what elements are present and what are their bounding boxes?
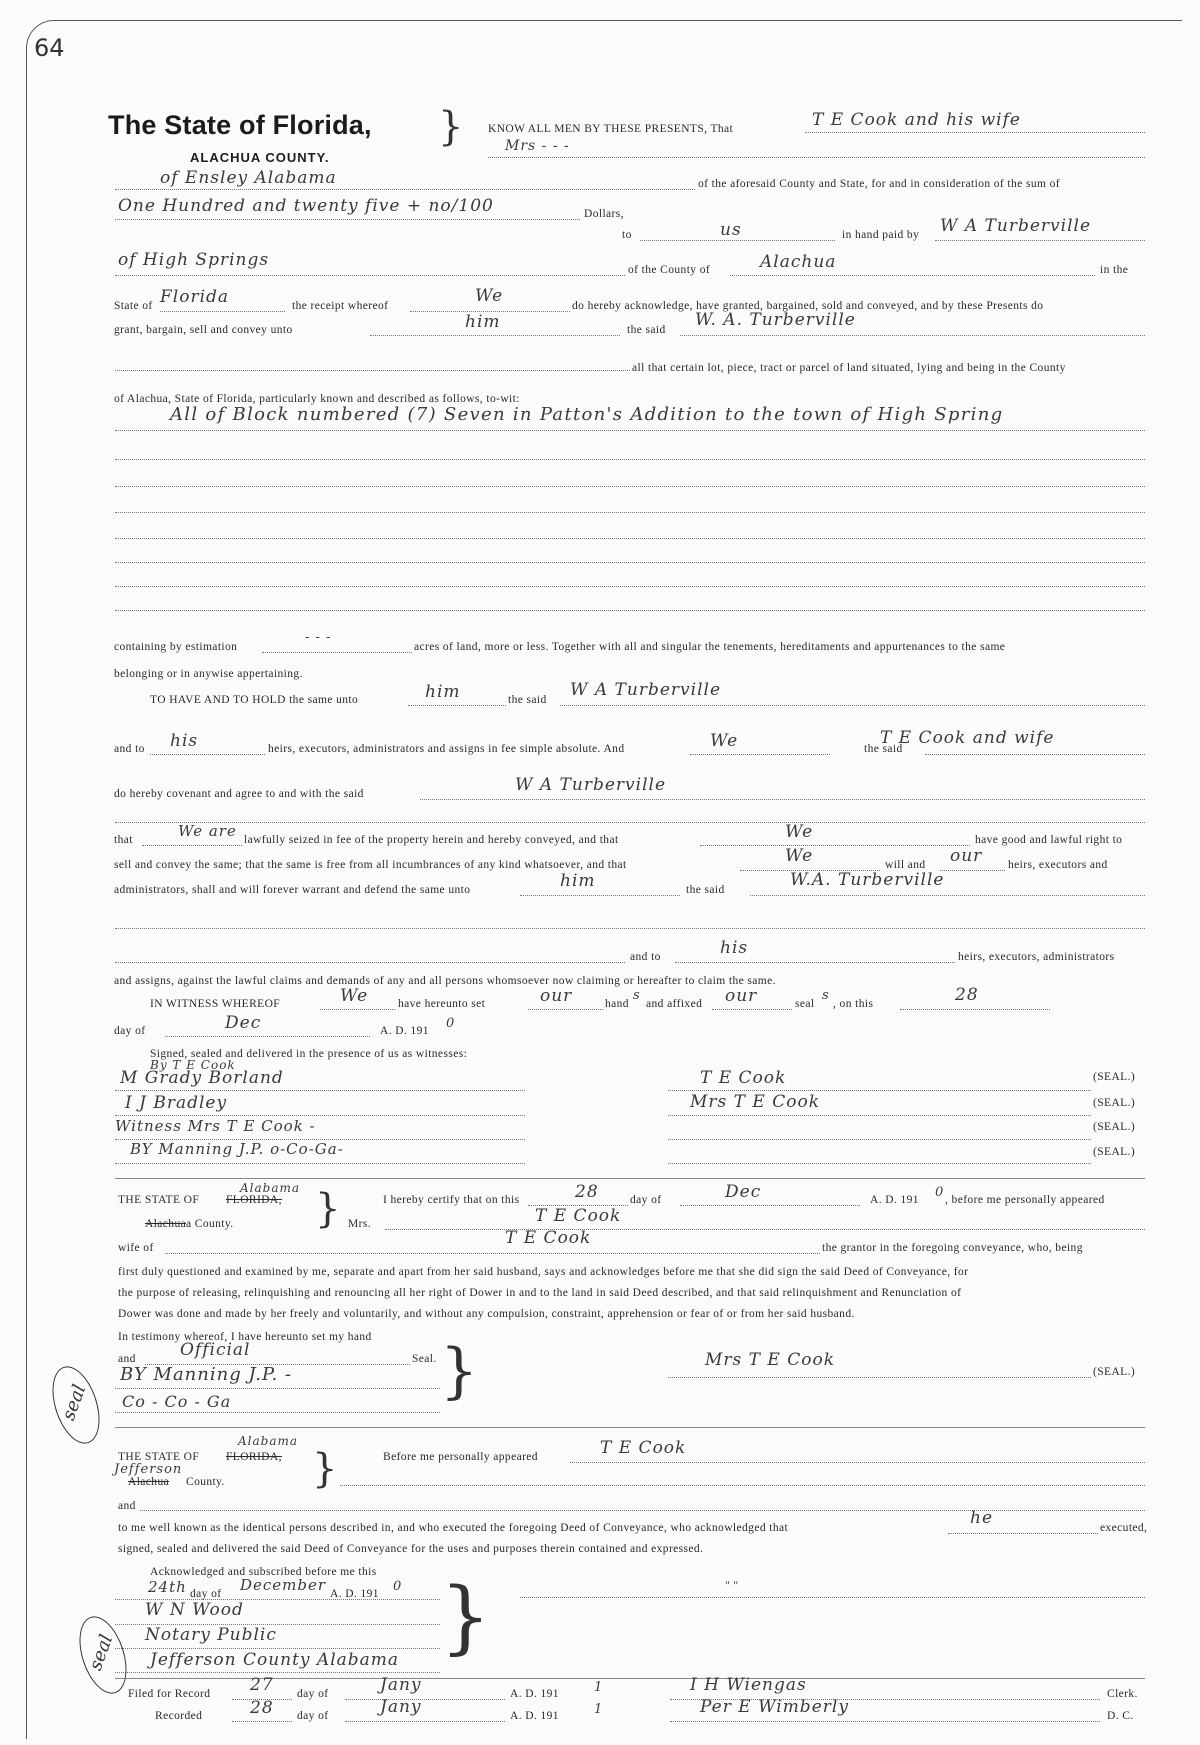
line	[570, 1462, 1145, 1463]
line	[680, 335, 1145, 336]
cert1-officer-hand1: BY Manning J.P. -	[120, 1364, 292, 1385]
line	[900, 1009, 1050, 1010]
cert2-ack: Acknowledged and subscribed before me this	[150, 1566, 377, 1578]
affixed-hand: our	[725, 986, 758, 1006]
said2-hand: T E Cook and wife	[880, 728, 1055, 748]
cert2-county-struck: Alachua	[128, 1476, 170, 1488]
record-filed-ad-hand: 1	[594, 1680, 604, 1695]
the-said-text: the said	[627, 324, 666, 336]
line	[750, 895, 1145, 896]
line	[712, 1009, 792, 1010]
line	[668, 1163, 1091, 1164]
lot-text: all that certain lot, piece, tract or parcel of land situated, lying and being in the County	[632, 362, 1066, 374]
covenant-text: do hereby covenant and agree to and with the said	[114, 788, 364, 800]
admin-said-hand: W.A. Turberville	[790, 870, 945, 890]
affixed-text: and affixed	[646, 998, 703, 1010]
line	[115, 1648, 440, 1649]
record-dc-hand: Per E Wimberly	[700, 1697, 849, 1717]
cert1-testimony: In testimony whereof, I have hereunto set my hand	[118, 1331, 372, 1343]
set-hand: our	[540, 986, 573, 1006]
cert2-appeared-hand: T E Cook	[600, 1438, 687, 1458]
line	[262, 652, 412, 653]
line	[520, 1597, 1145, 1598]
cert2-seal-stamp: seal	[85, 1631, 118, 1674]
cert2-signed-text: signed, sealed and delivered the said Deed of Conveyance for the uses and purposes therein contained and expressed.	[118, 1543, 704, 1555]
record-clerk-hand: I H Wiengas	[690, 1675, 807, 1695]
cert1-seal: Seal.	[412, 1353, 437, 1365]
cert1-brace-2: }	[440, 1336, 479, 1406]
line	[115, 1412, 440, 1413]
cert1-state-of: THE STATE OF	[118, 1194, 200, 1206]
in-the-text: in the	[1100, 264, 1129, 276]
state-of-text: State of	[114, 300, 153, 312]
section-divider	[115, 1427, 1145, 1428]
record-dc: D. C.	[1107, 1710, 1134, 1722]
line	[670, 1721, 1100, 1722]
line	[165, 1036, 370, 1037]
sell-text: sell and convey the same; that the same is free from all incumbrances of any kind whatsoever, and that	[114, 859, 627, 871]
seal-label-2: (SEAL.)	[1093, 1097, 1136, 1109]
and-hand: We	[710, 731, 739, 751]
the-said-text-2: the said	[508, 694, 547, 706]
seal-text: seal	[795, 998, 815, 1010]
line	[520, 895, 680, 896]
cert1-wife-of: wife of	[118, 1242, 154, 1254]
line	[115, 370, 630, 371]
cert2-known-text: to me well known as the identical persons described in, and who executed the foregoing Deed of Conveyance, who acknowledged that	[118, 1522, 789, 1534]
line	[115, 189, 695, 190]
that-hand: We are	[178, 822, 237, 840]
line	[232, 1721, 292, 1722]
right-text: have good and lawful right to	[975, 834, 1123, 846]
paid-by-hand: W A Turberville	[940, 216, 1092, 236]
ad-hand: 0	[446, 1016, 456, 1031]
and-to2-hand: his	[720, 938, 749, 958]
cert2-and: and	[118, 1500, 136, 1512]
that-text: that	[114, 834, 133, 846]
line	[700, 845, 970, 846]
cert1-official-hand: Official	[180, 1340, 251, 1360]
said2-text: the said	[864, 743, 903, 755]
line	[150, 754, 265, 755]
cert2-ack-day-hand: 24th	[148, 1578, 187, 1596]
cert1-officer-hand2: Co - Co - Ga	[122, 1392, 232, 1411]
line	[115, 610, 1145, 611]
acres-text: acres of land, more or less. Together with all and singular the tenements, hereditaments and appurtenances to the same	[414, 641, 1006, 653]
cert1-body-0: first duly questioned and examined by me, separate and apart from her said husband, says and acknowledges before me that she did sign the said Deed of Conveyance, for	[118, 1266, 969, 1278]
cert1-and: and	[118, 1353, 136, 1365]
admin-hand: him	[560, 871, 596, 891]
line	[370, 335, 620, 336]
cert2-notary-2: Jefferson County Alabama	[150, 1650, 400, 1670]
seal-label-3: (SEAL.)	[1093, 1121, 1136, 1133]
hands-hand: s	[633, 988, 641, 1003]
covenant-hand: W A Turberville	[515, 775, 667, 795]
line	[320, 1009, 395, 1010]
containing-text: containing by estimation	[114, 641, 238, 653]
cert2-state-of: THE STATE OF	[118, 1451, 200, 1463]
sell-hand: We	[785, 846, 814, 866]
line	[948, 1533, 1098, 1534]
line	[115, 586, 1145, 587]
cert1-day-hand: Dec	[725, 1182, 762, 1202]
record-filed: Filed for Record	[128, 1688, 211, 1700]
receipt-hand: We	[475, 286, 504, 306]
line	[420, 799, 1145, 800]
will-and-text: will and	[885, 859, 926, 871]
county-of-text: of the County of	[628, 264, 711, 276]
county-state-text: of the aforesaid County and State, for and in consideration of the sum of	[698, 178, 1060, 190]
cert2-notary-1: Notary Public	[145, 1625, 277, 1645]
line	[345, 1721, 505, 1722]
seal-label-1: (SEAL.)	[1093, 1071, 1136, 1083]
on-this-text: , on this	[833, 998, 874, 1010]
line	[560, 705, 1145, 706]
and-to-text: and to	[114, 743, 145, 755]
cert1-body-2: Dower was done and made by her freely and voluntarily, and without any compulsion, constraint, apprehension or fear of or from her said husband.	[118, 1308, 855, 1320]
line	[408, 705, 506, 706]
line	[668, 1115, 1091, 1116]
record-recorded-ad-hand: 1	[594, 1702, 604, 1717]
cert1-signature: Mrs T E Cook	[705, 1350, 835, 1370]
record-recorded-month-hand: Jany	[380, 1697, 422, 1717]
ad-text: A. D. 191	[380, 1025, 429, 1037]
of-hand: of Ensley Alabama	[160, 168, 337, 188]
line	[115, 275, 625, 276]
have-hold-hand: him	[425, 682, 461, 702]
and-to-hand: his	[170, 731, 199, 751]
cert2-notary-0: W N Wood	[145, 1600, 244, 1620]
record-filed-ad: A. D. 191	[510, 1688, 559, 1700]
belonging-text: belonging or in anywise appertaining.	[114, 668, 303, 680]
cert1-ad-hand: 0	[935, 1185, 945, 1200]
header-brace: }	[438, 104, 464, 150]
signed-text: Signed, sealed and delivered in the presence of us as witnesses:	[150, 1048, 468, 1060]
line	[668, 1139, 1091, 1140]
will-hand: our	[950, 846, 983, 866]
cert2-ack-day-of: day of	[190, 1588, 222, 1600]
acknowledge-text: do hereby acknowledge, have granted, bargained, sold and conveyed, and by these Presents do	[572, 300, 1044, 312]
line	[115, 512, 1145, 513]
cert1-body-1: the purpose of releasing, relinquishing and renouncing all her right of Dower in and to the land in said Deed described, and that said relinquishment and Renunciation of	[118, 1287, 962, 1299]
cert2-executed: executed,	[1100, 1522, 1148, 1534]
whereof-text: IN WITNESS WHEREOF	[150, 998, 281, 1010]
admin-text: administrators, shall and will forever warrant and defend the same unto	[114, 884, 471, 896]
to-text: to	[622, 229, 632, 241]
record-recorded-day: day of	[297, 1710, 329, 1722]
signature-0: T E Cook	[700, 1068, 787, 1088]
record-filed-hand: 27	[250, 1675, 274, 1695]
receipt-text: the receipt whereof	[292, 300, 389, 312]
line	[115, 219, 580, 220]
record-clerk: Clerk.	[1107, 1688, 1138, 1700]
cert2-ack-month-hand: December	[240, 1576, 327, 1594]
cert1-seal-stamp: seal	[58, 1381, 91, 1424]
day-of-hand: Dec	[225, 1013, 262, 1033]
cert1-state-hand: Alabama	[240, 1181, 301, 1195]
witness-line-3: Witness Mrs T E Cook -	[115, 1117, 316, 1135]
page-number: 64	[34, 34, 65, 62]
cert1-county-label: a County.	[186, 1218, 234, 1230]
cert1-appeared: , before me personally appeared	[945, 1194, 1105, 1206]
cert1-seal-label: (SEAL.)	[1093, 1366, 1136, 1378]
line	[115, 430, 1145, 431]
cert2-appeared: Before me personally appeared	[383, 1451, 538, 1463]
record-recorded-ad: A. D. 191	[510, 1710, 559, 1722]
line	[690, 754, 830, 755]
line	[925, 754, 1145, 755]
line	[115, 538, 1145, 539]
grantor-hand: T E Cook and his wife	[812, 110, 1021, 130]
cert2-ack-ad: A. D. 191	[330, 1588, 379, 1600]
acres-hand: - - -	[305, 630, 332, 645]
seal-hand: s	[822, 988, 830, 1003]
dollars-text: Dollars,	[584, 208, 624, 220]
and-to2-text: and to	[630, 951, 661, 963]
state-title: The State of Florida,	[108, 110, 372, 140]
description-hand: All of Block numbered (7) Seven in Patton's Addition to the town of High Spring	[170, 404, 1004, 425]
signature-1: Mrs T E Cook	[690, 1092, 820, 1112]
line	[668, 1377, 1091, 1378]
alachua-text: of Alachua, State of Florida, particularly known and described as follows, to-wit:	[114, 393, 520, 405]
line	[115, 962, 625, 963]
line	[115, 928, 1145, 929]
cert2-state-hand: Alabama	[238, 1434, 299, 1448]
witness-line-2: I J Bradley	[125, 1093, 228, 1113]
seal-label-4: (SEAL.)	[1093, 1146, 1136, 1158]
line	[340, 1485, 1145, 1486]
line	[115, 486, 1145, 487]
grant-hand: him	[465, 312, 501, 332]
cert1-day-of: day of	[630, 1194, 662, 1206]
county-hand: Alachua	[760, 252, 837, 272]
line	[115, 459, 1145, 460]
line	[345, 1699, 505, 1700]
cert2-county-hand: Jefferson	[114, 1462, 183, 1477]
witness-line-0: By T E Cook	[150, 1058, 236, 1072]
the-said-hand: W A Turberville	[570, 680, 722, 700]
record-filed-month-hand: Jany	[380, 1675, 422, 1695]
section-divider	[115, 1178, 1145, 1179]
witness-line-4: BY Manning J.P. o-Co-Ga-	[130, 1140, 344, 1158]
assigns-text: and assigns, against the lawful claims and demands of any and all persons whomsoever now claiming or hereafter to claim the same.	[114, 975, 776, 987]
cert1-brace: }	[315, 1186, 341, 1232]
cert2-right-hand: " "	[725, 1580, 739, 1592]
line	[115, 1163, 525, 1164]
line	[115, 1090, 525, 1091]
county-title: ALACHUA COUNTY.	[190, 150, 330, 165]
of-hand-2: of High Springs	[118, 250, 270, 270]
record-filed-day: day of	[297, 1688, 329, 1700]
line	[115, 1388, 440, 1389]
cert1-certify: I hereby certify that on this	[383, 1194, 520, 1206]
cert2-county-label: County.	[186, 1476, 225, 1488]
witness-line-1: M Grady Borland	[120, 1068, 284, 1088]
grantee-hand: W. A. Turberville	[695, 310, 856, 330]
hands-text: hand	[605, 998, 629, 1010]
cert1-ad: A. D. 191	[870, 1194, 919, 1206]
line	[675, 962, 955, 963]
cert1-state-struck: FLORIDA,	[226, 1194, 282, 1206]
line	[940, 870, 1005, 871]
state-hand: Florida	[160, 287, 230, 307]
line	[115, 822, 1145, 823]
to-hand: us	[720, 220, 742, 240]
line	[115, 1115, 525, 1116]
line	[668, 1090, 1091, 1091]
cert2-brace-2: }	[440, 1570, 491, 1663]
cert1-certify-hand: 28	[575, 1182, 599, 1202]
line	[805, 132, 1145, 133]
line	[935, 240, 1145, 241]
line	[142, 845, 242, 846]
hereunto-text: have hereunto set	[398, 998, 486, 1010]
record-recorded: Recorded	[155, 1710, 203, 1722]
heirs-exec2-text: heirs, executors, administrators	[958, 951, 1115, 963]
cert1-grantor-text: the grantor in the foregoing conveyance, who, being	[822, 1242, 1083, 1254]
have-hold-text: TO HAVE AND TO HOLD the same unto	[150, 694, 359, 706]
line	[640, 240, 835, 241]
cert2-known-hand: he	[970, 1508, 994, 1528]
line	[165, 1253, 820, 1254]
cert1-mrs-hand: T E Cook	[535, 1206, 622, 1226]
line	[140, 1510, 1145, 1511]
line	[730, 275, 1095, 276]
admin-said-text: the said	[686, 884, 725, 896]
cert1-wife-hand: T E Cook	[505, 1228, 592, 1248]
sum-hand: One Hundred and twenty five + no/100	[118, 196, 494, 216]
heirs-exec-text: heirs, executors and	[1008, 859, 1108, 871]
line	[528, 1009, 603, 1010]
record-recorded-hand: 28	[250, 1698, 274, 1718]
cert2-ack-ad-hand: 0	[393, 1579, 403, 1594]
line	[115, 1139, 525, 1140]
line	[115, 562, 1145, 563]
seized-hand: We	[785, 822, 814, 842]
whereof-hand: We	[340, 986, 369, 1006]
line	[488, 157, 1145, 158]
heirs-text: heirs, executors, administrators and assigns in fee simple absolute. And	[268, 743, 625, 755]
line	[680, 1205, 860, 1206]
on-this-hand: 28	[955, 985, 979, 1005]
intro-text: KNOW ALL MEN BY THESE PRESENTS, That	[488, 123, 734, 135]
line	[160, 311, 285, 312]
seized-text: lawfully seized in fee of the property herein and hereby conveyed, and that	[244, 834, 619, 846]
grant-text: grant, bargain, sell and convey unto	[114, 324, 293, 336]
paid-by-text: in hand paid by	[842, 229, 920, 241]
grantor-hand-2: Mrs - - -	[505, 138, 570, 154]
line	[115, 1672, 440, 1673]
cert1-mrs: Mrs.	[348, 1218, 372, 1230]
day-of-text: day of	[114, 1025, 146, 1037]
line	[385, 1229, 1145, 1230]
cert2-brace: }	[312, 1446, 338, 1492]
cert1-county-struck: Alachua	[145, 1218, 187, 1230]
cert2-state-struck: FLORIDA,	[226, 1451, 282, 1463]
